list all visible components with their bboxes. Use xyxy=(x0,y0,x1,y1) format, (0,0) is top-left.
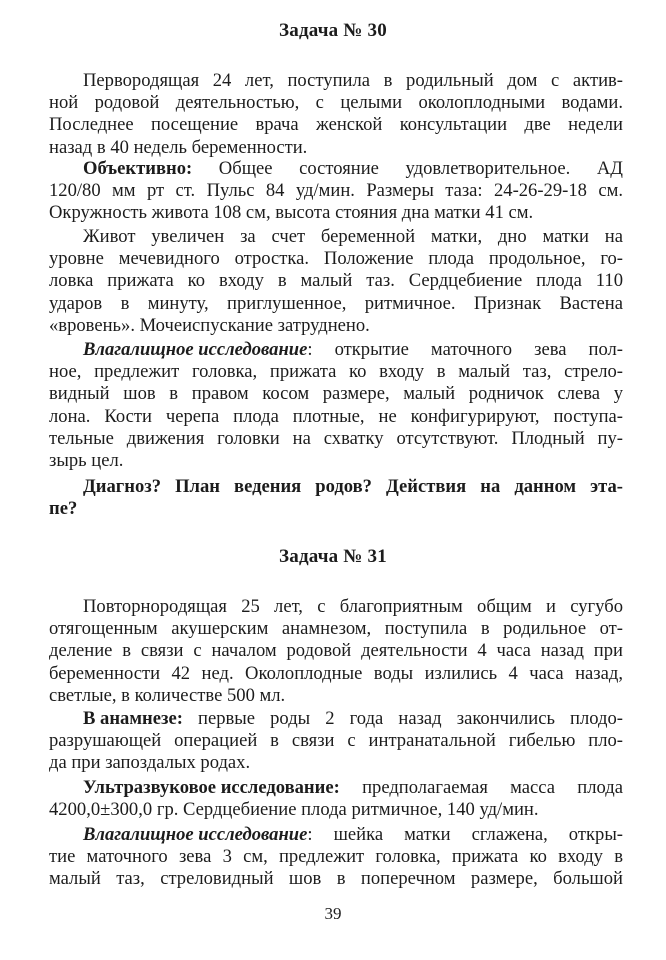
text-line: ударов в минуту, приглушенное, ритмичное. Признак Вастена xyxy=(49,292,623,314)
text-line: уровне мечевидного отростка. Положение плода продольное, го- xyxy=(49,248,623,270)
text-line: 4200,0±300,0 гр. Сердцебиение плода ритмичное, 140 уд/мин. xyxy=(49,799,539,821)
objective-label: Объективно: xyxy=(83,158,193,179)
text-line: малый таз, стреловидный шов в поперечном размере, большой xyxy=(49,868,623,890)
text-line: да при запоздалых родах. xyxy=(49,752,251,774)
text-line: ной родовой деятельностью, с целыми околоплодными водами. xyxy=(49,92,623,114)
text-line: Повторнородящая 25 лет, с благоприятным общим и сугубо xyxy=(83,596,623,617)
text-line xyxy=(49,158,623,180)
text-line: деление в связи с началом родовой деятельности 4 часа назад при xyxy=(49,640,623,662)
text-line xyxy=(49,777,623,799)
text-line: пе? xyxy=(49,498,78,520)
text-line xyxy=(49,339,623,361)
task-31-title: Задача № 31 xyxy=(279,546,387,567)
vaginal-exam-label: Влагалищное исследование xyxy=(83,339,308,360)
text-line: ное, предлежит головка, прижата ко входу в малый таз, стрело- xyxy=(49,361,623,383)
text-line: назад в 40 недель беременности. xyxy=(49,136,308,158)
text-line: Первородящая 24 лет, поступила в родильный дом с актив- xyxy=(83,70,623,91)
text-line: Окружность живота 108 см, высота стояния дна матки 41 см. xyxy=(49,202,534,224)
text-line: видный шов в правом косом размере, малый родничок слева у xyxy=(49,383,623,405)
task-31-paragraph-3 xyxy=(49,777,623,821)
text-line-rest: Общее состояние удовлетворительное. АД xyxy=(192,158,623,179)
text-line: Диагноз? План ведения родов? Действия на данном эта- xyxy=(83,476,623,497)
task-31-paragraph-1 xyxy=(49,596,623,707)
task-31-paragraph-4 xyxy=(49,824,623,891)
text-line: ловка прижата ко входу в малый таз. Сердцебиение плода 110 xyxy=(49,270,623,292)
vaginal-exam-label: Влагалищное исследование xyxy=(83,824,308,845)
text-line: тие маточного зева 3 см, предлежит головка, прижата ко входу в xyxy=(49,846,623,868)
text-line: разрушающей операцией в связи с интранатальной гибелью пло- xyxy=(49,730,623,752)
text-line: «вровень». Мочеиспускание затруднено. xyxy=(49,314,370,336)
text-line-rest: первые роды 2 года назад закончились плодо- xyxy=(182,708,623,729)
text-line: тельные движения головки на схватку отсутствуют. Плодный пу- xyxy=(49,427,623,449)
text-line: светлые, в количестве 500 мл. xyxy=(49,684,286,706)
ultrasound-label: Ультразвуковое исследование: xyxy=(83,777,340,798)
task-30-question xyxy=(49,476,623,520)
text-line: 120/80 мм рт ст. Пульс 84 уд/мин. Размеры таза: 24-26-29-18 см. xyxy=(49,180,623,202)
text-line-rest: : открытие маточного зева пол- xyxy=(307,339,623,360)
page-number: 39 xyxy=(324,904,342,923)
task-30-paragraph-3 xyxy=(49,226,623,337)
anamnesis-label: В анамнезе: xyxy=(83,708,183,729)
text-line xyxy=(49,708,623,730)
text-line: Живот увеличен за счет беременной матки, дно матки на xyxy=(83,226,623,247)
text-line xyxy=(49,824,623,846)
task-30-paragraph-1 xyxy=(49,70,623,159)
text-line: лона. Кости черепа плода плотные, не конфигурируют, поступа- xyxy=(49,405,623,427)
task-30-paragraph-4 xyxy=(49,339,623,472)
text-line: беременности 42 нед. Околоплодные воды излились 4 часа назад, xyxy=(49,662,623,684)
text-line-rest: : шейка матки сглажена, откры- xyxy=(307,824,623,845)
task-30-paragraph-2 xyxy=(49,158,623,225)
text-line: Последнее посещение врача женской консультации две недели xyxy=(49,114,623,136)
text-line-rest: предполагаемая масса плода xyxy=(339,777,623,798)
text-line: отягощенным акушерским анамнезом, поступила в родильное от- xyxy=(49,618,623,640)
task-30-title: Задача № 30 xyxy=(279,20,387,41)
text-line: зырь цел. xyxy=(49,449,124,471)
task-31-paragraph-2 xyxy=(49,708,623,775)
